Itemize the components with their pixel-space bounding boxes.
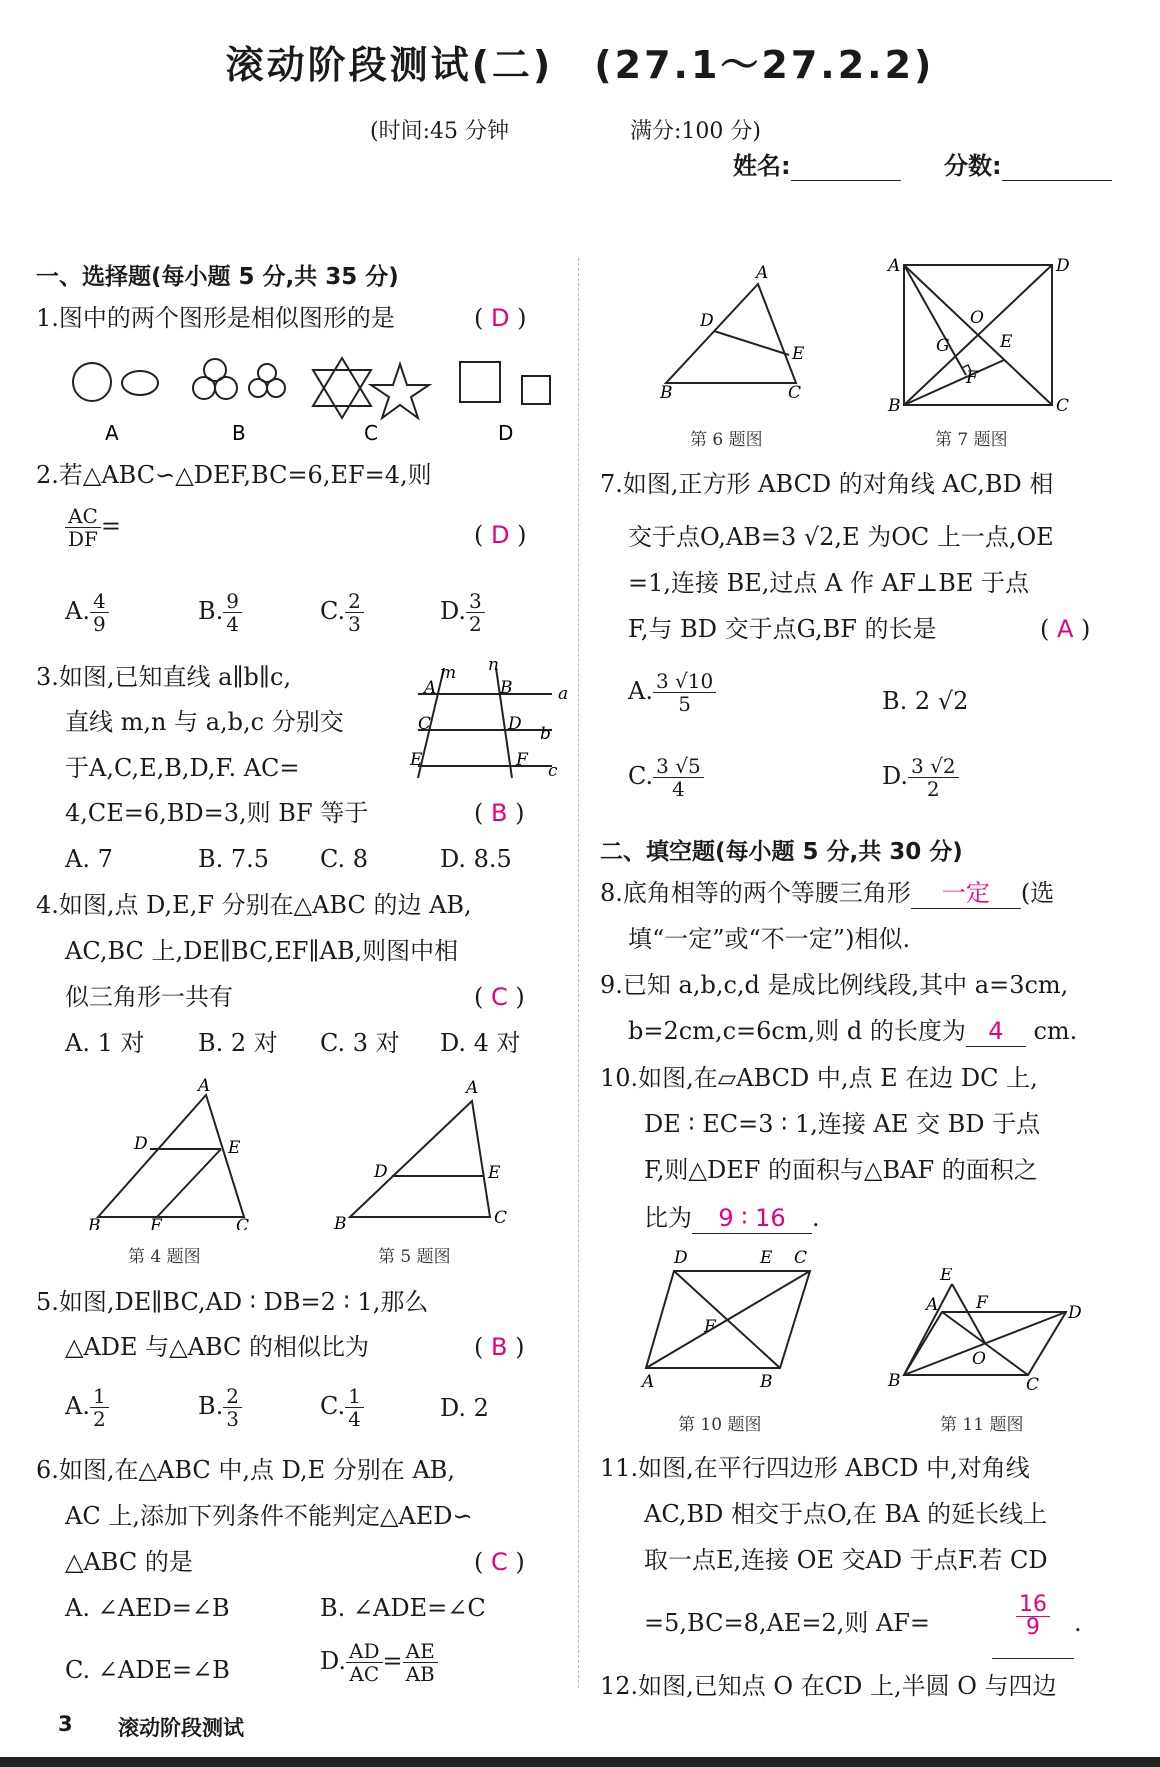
q6-option-a: A. ∠AED=∠B [65, 1594, 230, 1622]
q3-answer: B [491, 799, 508, 827]
svg-text:B: B [660, 383, 673, 403]
small-square-shape [522, 376, 550, 404]
svg-text:F: F [966, 368, 978, 388]
q1-label-c: C [364, 421, 378, 445]
svg-text:A: A [198, 1076, 211, 1096]
q2-equals: = [100, 512, 122, 540]
svg-text:a: a [558, 684, 569, 704]
time-limit: (时间:45 分钟 [370, 119, 509, 144]
q6-answer-slot: ( C ) [474, 1548, 525, 1576]
svg-text:D: D [1056, 256, 1070, 276]
svg-text:E: E [1000, 332, 1013, 352]
q4-answer: C [491, 983, 508, 1011]
section1-title: 一、选择题(每小题 5 分,共 35 分) [36, 264, 399, 290]
q7-option-c: C. $\frac{3 √5}{4}$ [628, 755, 704, 800]
q3-figure [400, 658, 570, 783]
q11-period: . [1074, 1609, 1082, 1637]
q5-answer-slot: ( B ) [474, 1333, 525, 1361]
q7-line4: F,与 BD 交于点G,BF 的长是 [628, 615, 937, 643]
q6-line1: 6.如图,在△ABC 中,点 D,E 分别在 AB, [36, 1456, 456, 1484]
q8-line2: 填“一定”或“不一定”)相似. [628, 925, 911, 953]
q2-option-b: B. $\frac{9}{4}$ [198, 590, 242, 635]
q5-option-d: D. 2 [440, 1394, 489, 1422]
q5-option-b: B. $\frac{2}{3}$ [198, 1385, 242, 1430]
q7-figure [880, 255, 1070, 415]
svg-text:E: E [792, 344, 805, 364]
column-divider [578, 258, 579, 1688]
q4-line3: 似三角形一共有 [65, 983, 233, 1011]
q11-line4: =5,BC=8,AE=2,则 AF= [644, 1609, 931, 1637]
svg-text:G: G [936, 336, 950, 356]
svg-text:D: D [700, 311, 714, 331]
q6-answer: C [491, 1548, 508, 1576]
q5-line2: △ADE 与△ABC 的相似比为 [65, 1333, 370, 1361]
page-title: 滚动阶段测试(二) (27.1～27.2.2) [225, 43, 935, 87]
q6-line3: △ABC 的是 [65, 1548, 193, 1576]
svg-text:A: A [756, 263, 769, 283]
q1-figures [60, 352, 560, 452]
q4-option-c: C. 3 对 [320, 1029, 400, 1057]
q7-option-d: D. $\frac{3 √2}{2}$ [882, 755, 959, 800]
name-label: 姓名: [733, 152, 791, 180]
name-blank[interactable] [791, 154, 901, 181]
svg-text:B: B [760, 1372, 773, 1392]
circle-shape [73, 363, 111, 401]
svg-text:C: C [1056, 396, 1070, 415]
q6-figure [650, 258, 820, 408]
q7-line2: 交于点O,AB=3 √2,E 为OC 上一点,OE [628, 523, 1054, 551]
q7-answer-slot: ( A ) [1040, 615, 1091, 643]
svg-text:E: E [410, 750, 423, 770]
footer-label: 滚动阶段测试 [118, 1716, 244, 1740]
q7-line3: =1,连接 BE,过点 A 作 AF⊥BE 于点 [628, 569, 1029, 597]
q4-figure [80, 1075, 280, 1230]
score-label: 分数: [944, 152, 1002, 180]
svg-text:F: F [150, 1216, 162, 1230]
q7-option-a: A. $\frac{3 √10}{5}$ [628, 670, 716, 715]
q7-answer: A [1057, 615, 1074, 643]
svg-text:B: B [888, 1371, 901, 1391]
q2-answer: D [491, 521, 510, 549]
q10-figure [632, 1243, 832, 1398]
svg-text:n: n [488, 658, 499, 675]
q10-line3: F,则△DEF 的面积与△BAF 的面积之 [644, 1156, 1038, 1184]
svg-text:C: C [788, 383, 802, 403]
q11-answer-den: 9 [1026, 1615, 1040, 1640]
full-score: 满分:100 分) [630, 119, 761, 144]
q4-option-d: D. 4 对 [440, 1029, 521, 1057]
svg-text:A: A [888, 256, 901, 276]
svg-text:O: O [972, 1349, 986, 1369]
q3-option-b: B. 7.5 [198, 845, 270, 873]
svg-text:B: B [334, 1214, 347, 1230]
page-number: 3 [58, 1712, 73, 1736]
q11-answer-num: 16 [1016, 1594, 1050, 1617]
svg-text:F: F [704, 1317, 716, 1337]
q5-option-c: C. $\frac{1}{4}$ [320, 1385, 364, 1430]
q10-answer: 9 ∶ 16 [718, 1204, 786, 1232]
svg-text:A: A [424, 678, 437, 698]
ellipse-shape [122, 371, 158, 395]
svg-text:B: B [88, 1216, 101, 1230]
svg-text:b: b [540, 724, 551, 744]
large-square-shape [460, 362, 500, 402]
q1-label-b: B [232, 421, 246, 445]
svg-text:C: C [1026, 1375, 1040, 1395]
score-blank[interactable] [1002, 154, 1112, 181]
q2-frac-den: DF [68, 527, 98, 551]
q5-answer: B [491, 1333, 508, 1361]
q5-option-a: A. $\frac{1}{2}$ [65, 1385, 109, 1430]
svg-text:C: C [794, 1248, 808, 1268]
q11-answer-blank [992, 1594, 1074, 1659]
q4-option-b: B. 2 对 [198, 1029, 278, 1057]
svg-text:D: D [134, 1134, 148, 1154]
svg-text:D: D [374, 1162, 388, 1182]
q4-line2: AC,BC 上,DE∥BC,EF∥AB,则图中相 [65, 937, 459, 965]
q3-option-a: A. 7 [65, 845, 113, 873]
svg-text:D: D [674, 1248, 688, 1268]
three-circles-shape [193, 359, 285, 399]
svg-text:F: F [976, 1293, 988, 1313]
q6-line2: AC 上,添加下列条件不能判定△AED∽ [65, 1502, 473, 1530]
svg-text:D: D [508, 714, 522, 734]
q1-stem: 1.图中的两个图形是相似图形的是 [36, 304, 395, 332]
q3-answer-slot: ( B ) [474, 799, 525, 827]
q10-line1: 10.如图,在▱ABCD 中,点 E 在边 DC 上, [600, 1064, 1038, 1092]
svg-text:A: A [466, 1078, 479, 1098]
q1-answer-slot: ( D ) [474, 304, 527, 332]
q12-line1: 12.如图,已知点 O 在CD 上,半圆 O 与四边 [600, 1672, 1057, 1700]
q2-option-c: C. $\frac{2}{3}$ [320, 590, 364, 635]
q6-option-c: C. ∠ADE=∠B [65, 1656, 230, 1684]
q4-option-a: A. 1 对 [65, 1029, 145, 1057]
svg-text:F: F [516, 750, 528, 770]
svg-text:c: c [548, 761, 558, 781]
q2-option-a: A. $\frac{4}{9}$ [65, 590, 109, 635]
q2-stem: 2.若△ABC∽△DEF,BC=6,EF=4,则 [36, 461, 432, 489]
q9-line2: b=2cm,c=6cm,则 d 的长度为 4 cm. [628, 1017, 1078, 1045]
q4-line1: 4.如图,点 D,E,F 分别在△ABC 的边 AB, [36, 891, 472, 919]
fig6-caption: 第 6 题图 [690, 430, 763, 450]
q3-line3: 于A,C,E,B,D,F. AC= [65, 754, 300, 782]
q3-line2: 直线 m,n 与 a,b,c 分别交 [65, 708, 344, 736]
name-field [733, 146, 901, 181]
q6-option-b: B. ∠ADE=∠C [320, 1594, 486, 1622]
fig4-caption: 第 4 题图 [128, 1247, 201, 1267]
q2-expression [65, 505, 121, 550]
q3-line4: 4,CE=6,BD=3,则 BF 等于 [65, 799, 369, 827]
q1-label-d: D [498, 421, 514, 445]
svg-text:B: B [500, 678, 513, 698]
svg-text:C: C [494, 1208, 508, 1228]
q10-line2: DE ∶ EC=3 ∶ 1,连接 AE 交 BD 于点 [644, 1110, 1041, 1138]
svg-text:D: D [1068, 1303, 1082, 1323]
q10-line4: 比为 9 ∶ 16 . [644, 1204, 820, 1232]
q6-option-d: D. $\frac{AD}{AC}$ = $\frac{AE}{AB}$ [320, 1640, 438, 1685]
svg-text:m: m [440, 663, 457, 683]
q11-line3: 取一点E,连接 OE 交AD 于点F.若 CD [644, 1546, 1048, 1574]
q3-option-c: C. 8 [320, 845, 369, 873]
svg-text:E: E [228, 1138, 241, 1158]
q11-line1: 11.如图,在平行四边形 ABCD 中,对角线 [600, 1454, 1030, 1482]
svg-text:C: C [418, 714, 432, 734]
q7-option-b: B. 2 √2 [882, 687, 969, 715]
q4-answer-slot: ( C ) [474, 983, 525, 1011]
q1-label-a: A [105, 421, 119, 445]
bottom-bar [0, 1757, 1160, 1767]
svg-text:A: A [642, 1372, 655, 1392]
svg-text:E: E [940, 1268, 953, 1285]
svg-text:C: C [236, 1216, 250, 1230]
q5-line1: 5.如图,DE∥BC,AD ∶ DB=2 ∶ 1,那么 [36, 1288, 429, 1316]
q3-line1: 3.如图,已知直线 a∥b∥c, [36, 663, 292, 691]
svg-text:A: A [926, 1295, 939, 1315]
hexagram-shape [313, 358, 371, 418]
q1-answer: D [491, 304, 510, 332]
q2-option-d: D. $\frac{3}{2}$ [440, 590, 485, 635]
q8-answer: 一定 [941, 879, 990, 907]
q2-frac-num: AC [65, 505, 101, 528]
fig7-caption: 第 7 题图 [935, 430, 1008, 450]
q8-line1: 8.底角相等的两个等腰三角形 一定 (选 [600, 879, 1055, 907]
svg-text:E: E [760, 1248, 773, 1268]
svg-text:B: B [888, 396, 901, 415]
section2-title: 二、填空题(每小题 5 分,共 30 分) [600, 839, 963, 865]
pentagram-shape [371, 364, 429, 418]
q9-line1: 9.已知 a,b,c,d 是成比例线段,其中 a=3cm, [600, 971, 1069, 999]
fig11-caption: 第 11 题图 [940, 1415, 1024, 1435]
q2-answer-slot: ( D ) [474, 521, 527, 549]
q11-figure [880, 1268, 1090, 1403]
fig10-caption: 第 10 题图 [678, 1415, 762, 1435]
q5-figure [330, 1075, 530, 1230]
score-field [944, 146, 1112, 181]
svg-text:O: O [970, 308, 984, 328]
q7-line1: 7.如图,正方形 ABCD 的对角线 AC,BD 相 [600, 470, 1054, 498]
q11-line2: AC,BD 相交于点O,在 BA 的延长线上 [644, 1500, 1048, 1528]
svg-text:E: E [488, 1163, 501, 1183]
q9-answer: 4 [988, 1017, 1004, 1045]
q3-option-d: D. 8.5 [440, 845, 512, 873]
fig5-caption: 第 5 题图 [378, 1247, 451, 1267]
